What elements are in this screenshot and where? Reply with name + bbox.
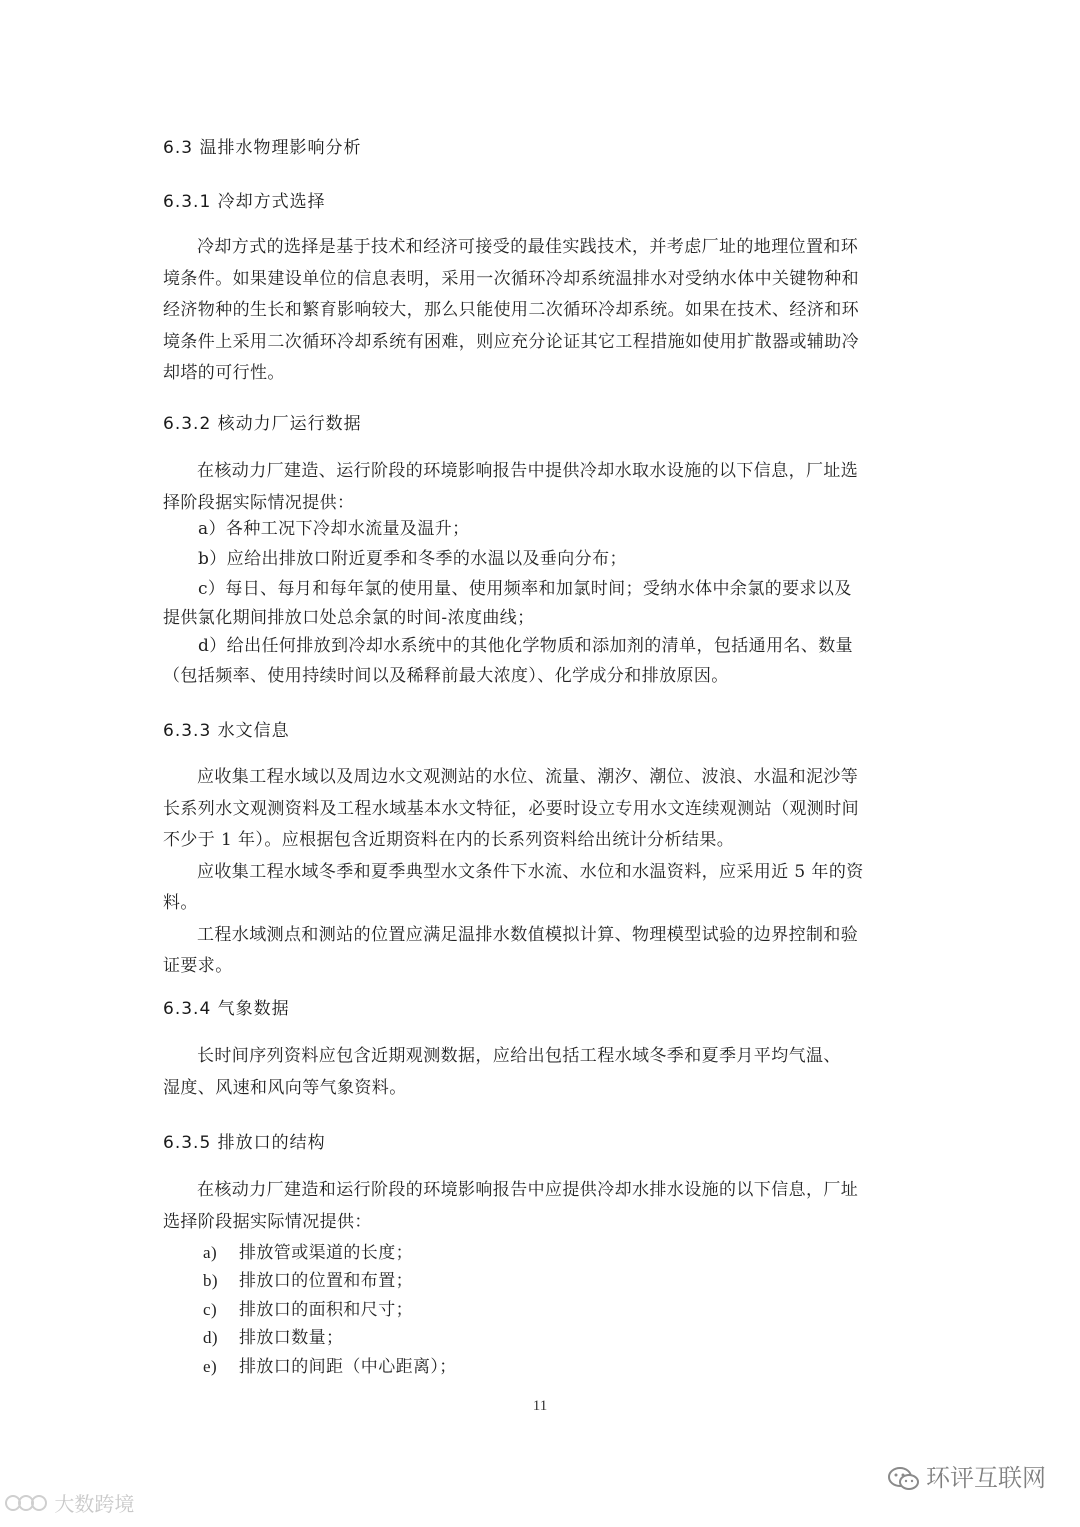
watermark-left xyxy=(4,1488,134,1519)
list-item-c xyxy=(203,1296,413,1324)
wechat-icon xyxy=(888,1466,920,1492)
text-line: 湿度、风速和风向等气象资料。 xyxy=(163,1077,407,1098)
list-label: d) xyxy=(203,1328,218,1347)
text-line: 在核动力厂建造、运行阶段的环境影响报告中提供冷却水取水设施的以下信息，厂址选 xyxy=(197,461,859,481)
list-item-b: b）应给出排放口附近夏季和冬季的水温以及垂向分布； xyxy=(198,549,627,569)
text-line: 工程水域测点和测站的位置应满足温排水数值模拟计算、物理模型试验的边界控制和验 xyxy=(197,924,859,945)
list-text: 排放口的位置和布置； xyxy=(239,1271,413,1291)
list-item-c-continued: 提供氯化期间排放口处总余氯的时间-浓度曲线； xyxy=(163,608,535,628)
list-text: 排放管或渠道的长度； xyxy=(239,1243,413,1263)
paragraph-6-3-3 xyxy=(163,762,923,983)
text-line: 长时间序列资料应包含近期观测数据，应给出包括工程水域冬季和夏季月平均气温、 xyxy=(197,1046,841,1066)
text-line: 应收集工程水域冬季和夏季典型水文条件下水流、水位和水温资料，应采用近 5 年的资 xyxy=(197,861,864,882)
list-text: 排放口的面积和尺寸； xyxy=(239,1300,413,1320)
list-item-a: a）各种工况下冷却水流量及温升； xyxy=(198,519,470,539)
page-number: 11 xyxy=(532,1398,548,1414)
watermark-right xyxy=(888,1458,1046,1493)
heading-6-3-1: 6.3.1 冷却方式选择 xyxy=(163,192,326,212)
list-label: b) xyxy=(203,1271,218,1290)
watermark-left-text: 大数跨境 xyxy=(54,1492,135,1516)
text-line: 却塔的可行性。 xyxy=(163,363,285,383)
list-label: a) xyxy=(203,1243,218,1262)
text-line: 择阶段据实际情况提供： xyxy=(163,492,355,513)
heading-6-3-2: 6.3.2 核动力厂运行数据 xyxy=(163,414,362,434)
list-label: c) xyxy=(203,1300,218,1319)
list-item-c: c）每日、每月和每年氯的使用量、使用频率和加氯时间；受纳水体中余氯的要求以及 xyxy=(198,579,852,599)
text-line: 在核动力厂建造和运行阶段的环境影响报告中应提供冷却水排水设施的以下信息，厂址 xyxy=(197,1180,859,1200)
text-line: 境条件。如果建设单位的信息表明，采用一次循环冷却系统温排水对受纳水体中关键物种和 xyxy=(163,268,859,289)
paragraph-6-3-1 xyxy=(163,232,923,390)
list-label: e) xyxy=(203,1357,218,1376)
paragraph-6-3-4 xyxy=(163,1041,923,1104)
heading-6-3-3: 6.3.3 水文信息 xyxy=(163,721,290,741)
list-item-d: d）给出任何排放到冷却水系统中的其他化学物质和添加剂的清单，包括通用名、数量 xyxy=(198,636,854,656)
paragraph-6-3-5 xyxy=(163,1175,923,1238)
text-line: 冷却方式的选择是基于技术和经济可接受的最佳实践技术，并考虑厂址的地理位置和环 xyxy=(197,237,859,257)
text-line: 料。 xyxy=(163,893,198,913)
list-text: 排放口的间距（中心距离）； xyxy=(239,1357,457,1377)
text-line: 应收集工程水域以及周边水文观测站的水位、流量、潮汐、潮位、波浪、水温和泥沙等 xyxy=(197,767,859,787)
text-line: 不少于 1 年）。应根据包含近期资料在内的长系列资料给出统计分析结果。 xyxy=(163,830,735,850)
list-text: 排放口数量； xyxy=(239,1328,344,1348)
watermark-logo-icon xyxy=(4,1492,48,1519)
list-item-d xyxy=(203,1324,343,1352)
list-item-b xyxy=(203,1267,413,1295)
list-item-a xyxy=(203,1239,413,1267)
text-line: 选择阶段据实际情况提供： xyxy=(163,1211,372,1232)
heading-6-3-5: 6.3.5 排放口的结构 xyxy=(163,1133,326,1153)
paragraph-6-3-2 xyxy=(163,456,923,519)
text-line: 长系列水文观测资料及工程水域基本水文特征，必要时设立专用水文连续观测站（观测时间 xyxy=(163,798,859,819)
watermark-right-text: 环评互联网 xyxy=(926,1464,1046,1492)
section-title: 6.3 温排水物理影响分析 xyxy=(163,138,362,158)
text-line: 证要求。 xyxy=(163,956,233,976)
list-item-d-continued: （包括频率、使用持续时间以及稀释前最大浓度）、化学成分和排放原因。 xyxy=(163,666,729,686)
text-line: 境条件上采用二次循环冷却系统有困难，则应充分论证其它工程措施如使用扩散器或辅助冷 xyxy=(163,331,859,352)
list-item-e xyxy=(203,1353,457,1381)
heading-6-3-4: 6.3.4 气象数据 xyxy=(163,999,290,1019)
text-line: 经济物种的生长和繁育影响较大，那么只能使用二次循环冷却系统。如果在技术、经济和环 xyxy=(163,300,859,320)
